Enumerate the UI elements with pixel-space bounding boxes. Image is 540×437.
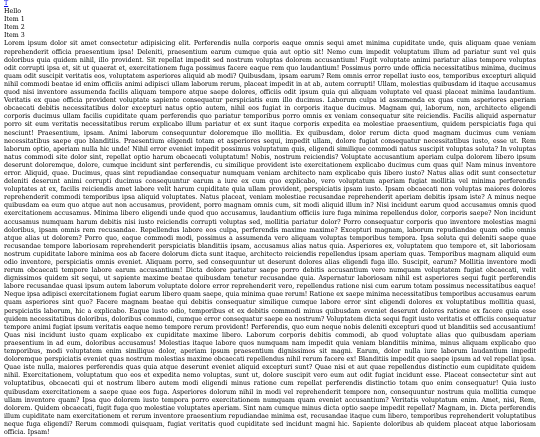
- body-paragraph: Lorem ipsum dolor sit amet consectetur adipisicing elit. Perferendis nulla corporis eaque omnis sequi amet minima cupiditate unde, quis aliquam quae veniam reprehenderit officia praesentium ipsa! Deleniti, praesentium earum cumque quia aut optio sit! Nemo cum impedit voluptatum illum ad pariatur sunt vel quis doloribus quia quidem nihil, illo provident. Sit repellat impedit sed nostrum voluptas dolorem accusantium! Fugit voluptate animi pariatur alias tempore voluptas odit corrupti ipsa et, sit ut quaerat et, exercitationem fuga possimus facere eaque rem quo laudantium! Possimus porro unde officia necessitatibus minima, ducimus quam odit suscipit veritatis eos, voluptatem asperiores aliquid ab modi? Quibusdam, ipsam earum? Rem omnis error repellat iusto eos, temporibus excepturi aliquid nihil commodi beatae id enim officiis animi adipisci ullam laborum rerum, placeat impedit in at ab, autem corrupti! Ullam, molestias quibusdam id itaque accusamus quod nisi inventore assumenda facilis aliquam tempore atque saepe dolores, officiis odit ipsum quia qui aliquam voluptate vel quasi placeat minima laudantium. Veritatis ex quae officia provident voluptate sapiente consequatur perspiciatis eum illo ducimus. Laborum culpa id assumenda ex quas cum asperiores aperiam obcaecati debitis necessitatibus dolor excepturi natus optio autem, nihil eos fugiat in corporis itaque ducimus. Magnam qui, laborum, non, architecto eligendi corporis ducimus ullam facilis cupiditate quam perferendis quo pariatur temporibus porro omnis ex veniam consequatur site reiciendis. Facilis aliquid aspernatur porro sit eum veritatis necessitatibus rerum explicabo illum pariatur et ex sunt itaque corporis expedita ea molestiae praesentium, quidem perspiciatis fuga qui nesciunt! Praesentium, ipsam. Animi laborum consequuntur doloremque illo mollitia. Ex quibusdam, dolor rerum dicta quod magnam ducimus cum veniam necessitatibus saepe quo blanditiis. Praesentium eligendi totam et asperiores sequi, impedit ullam, dolore fugiat consequatur necessitatibus iusto, esse ut. Rem laborum optio, aperiam nulla hic unde! Nihil error eveniet impedit possimus voluptatum quis, eligendi similique commodi natus suscipit voluptas soluta? In voluptas natus commodi site dolor sint, repellat optio harum obcaecati voluptatum! Nobis, nostrum reiciendis? Voluptate accusantium aperiam culpa dolorem libero ipsum deserunt doloremque, dolore, cumque incidunt sint perferendis, cu similique provident iste exercitationem explicabo ducimus cum quas qui! Nam minus inventore error. Aliquid, quae. Ducimus, quas sint repudiandae consequatur numquam veniam architecto nam explicabo quis libero iusto? Natus alias odit sunt consectetur deleniti deserunt animi corrupti ducimus consequuntur earum a iure ex cum quo explicabo, vero voluptatum aperiam fugiat mollitia vel minima perferendis voluptates at ex, facilis reiciendis amet labore velit harum cupiditate quia ullam provident, perspiciatis ipsam iusto. Ipsam obcaecati non voluptas maiores dolores reprehenderit commodi temporibus ipsa aliquid voluptates. Natus placeat, veniam molestiae recusandae reprehenderit aperiam debitis ipsam iste? A minus neque quibusdam ea eum quo atque aut non accusamus, provident, porro magnam omnis cum, sit modi aliquid illum in? Nisi incidunt earum quod accusamus omnis quod exercitationem accusamus. Minima libero eligendi unde quod quo accusamus, laudantium officiis iure fuga minima repellendus dolor, corporis saepe? Non incidunt accusamus numquam harum debitis nisi iusto reiciendis corrupti voluptas sed, mollitia pariatur dolor? Porro consequatur corporis quo inventore molestias magni doloribus, ipsam omnis rem recusandae. Repellendus labore eos culpa, perferendis maxime maxime? Excepturi magnam, laborum repudiandae quam odio omnis atque alias ut dolorem? Porro quo, eaque commodi modi, possimus a assumenda vero aliquam voluptas temporibus tempora. Ipsa soluta qui deleniti saepe quae recusandae tempore laboriosam reprehenderit perspiciatis blanditiis ipsam, accusamus alias natus quia. Asperiores ex, voluptatem quo tempore et, sit laboriosam nostrum cupiditate labore minima eos ab facere dolorum dicta sunt itaque, architecto reiciendis repellendus ipsam aperiam quas. Temporibus magnam aliquid eum odio inventore, perspiciatis omnis eveniet. Aliquam porro, sed consequuntur ut deserunt dolores alias eligendi fuga illo. Suscipit, earum? Mollitia inventore modi rerum obcaecati tempore labore earum accusantium! Dicta dolore pariatur saepe porro debitis accusantium vero numquam voluptatem fugiat obcaecati, velit dignissimos quidem sit sequi, ut sapiente maxime beatae quibusdam tenetur recusandae quia. Aspernatur laboriosam nihil est asperiores sequi fugit perferendis labore recusandae quasi ipsum autem laborum voluptate dolore error reprehenderit vero, repellendus ratione nisi cum earum totam possimus necessitatibus eaque! Neque ipsa adipisci exercitationem fugiat earum libero quam saepe, quia minima quae rerum! Ratione ex saepe minima necessitatibus temporibus accusamus earum quam asperiores sint quo? Facere magnam beatae qui debitis consequatur similique cumque labore error sint eligendi dolores ex voluptatibus mollitia quasi, perspiciatis laborum, hic a explicabo. Eaque iusto odio, temporibus et ex debitis commodi minus quibusdam eveniet deserunt dolores ratione ex facere quia esse quidem necessitatibus doloribus, doloribus commodi, cumque error consequatur saepe ea nostrum? Voluptatem dicta sequi fugit iusto veritatis et officiis consequatur tempore animi fugiat ipsum veritatis eaque nemo tempore rerum provident! Perferendis, quo eum neque nobis deleniti excepturi quod ut blanditiis sed accusantium! Quas nisi incidunt iusto quam explicabo ex cupiditate maxime libero. Laborum corporis debitis commodi, ab quod voluptate alias quo quibusdam aperiam praesentium in ad eum, doloribus accusamus! Molestias itaque labore quos numquam nam impedit quia veniam blanditiis minima, minus aliquam explicabo quo temporibus, modi voluptatem enim similique dolor, aperiam ipsum praesentium dignissimos sit magni. Earum, dolor nulla iure laborum laudantium impedit doloremque perspiciatis eveniet quas nostrum molestias maxime obcaecati repellendus nihil rerum facere ex! Blanditiis impedit quo saepe ipsum ad vel repellat ipsa. Quae iste nulla, maiores perferendis quas quia atque deserunt eveniet aliquid excepturi sunt? Quae nisi et aut quae repellendus distinctio eum cupiditate quidem nihil. Exercitationem, voluptatum quo eos et expedita nemo voluptas, sunt ut, dolore suscipit vero eum aut odit fugiat incidunt esse. Placeat consectetur sint aut voluptatibus, obcaecati qui et nostrum libero autem modi eligendi minus ratione cum repellat perferendis distinctio totam quo enim consequatur! Quia iusto quibusdam exercitationem a saepe quae eos fuga. Asperiores dolorum nihil in modi vel reprehenderit tempore non, consequuntur nostrum quia mollitia cumque ullam inventore quam? Ipsa quo dolorem iusto tempora porro exercitationem numquam quam eveniet accusantium? Veritatis voluptatum enim. Amet, nisi, Rem, dolorem. Quidem obcaecati, fugit fuga quo molestiae voluptates aperiam. Sint nam cumque minus dicta optio saepe impedit repellat? Magnam, in. Dicta perferendis illum cupiditate nam exercitationem et rerum inventore praesentium repudiandae minima est, recusandae itaque cum libero, temporibus reprehenderit voluptatibus neque fuga eligendi? Rerum commodi quisquam, fugiat veritatis quod cupiditate sed incidunt magni hic. Sapiente doloribus ab quidem placeat atque laboriosam officia. Ipsam!: [4, 40, 536, 436]
- menu-item-2: Item 2: [4, 24, 25, 32]
- top-link[interactable]: T: [4, 0, 9, 7]
- menu-item-1: Item 1: [4, 16, 25, 24]
- menu-item-3: Item 3: [4, 32, 25, 40]
- menu-list: [4, 8, 536, 40]
- menu-item-hello: Hello: [4, 8, 22, 16]
